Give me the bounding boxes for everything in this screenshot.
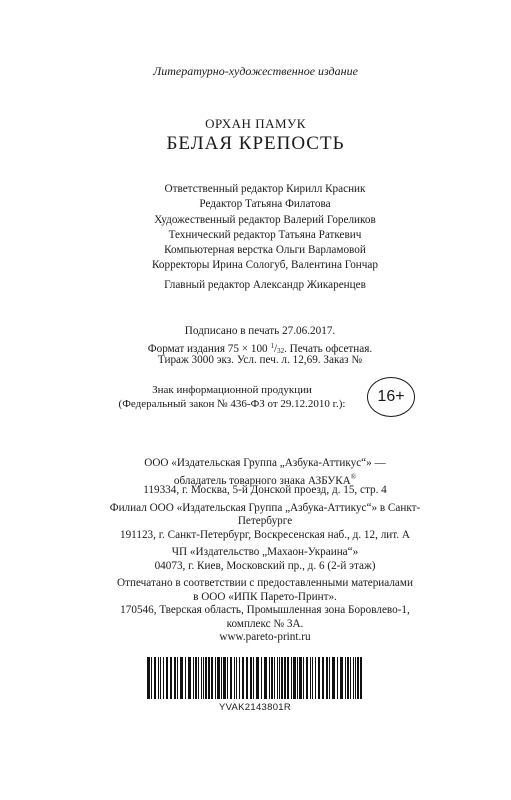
format-denominator: 32 xyxy=(277,346,285,355)
chief-editor-line: Главный редактор Александр Жикаренцев xyxy=(164,278,366,291)
publisher-block xyxy=(95,457,435,645)
credit-line: Корректоры Ирина Сологуб, Валентина Гончар xyxy=(152,259,378,272)
ukraine-publisher: ЧП «Издательство „Махаон-Украина“» xyxy=(171,546,359,558)
barcode-bar xyxy=(355,657,356,699)
barcode-bar xyxy=(198,657,199,699)
barcode-bar xyxy=(250,657,252,699)
barcode-number: YVAK2143801R xyxy=(218,702,292,713)
barcode-bar xyxy=(318,657,320,699)
barcode-bar xyxy=(217,657,220,699)
barcode-bar xyxy=(345,657,346,699)
barcode-bar xyxy=(195,657,197,699)
publisher-line: ООО «Издательская Группа „Азбука-Аттикус“» — xyxy=(144,457,386,469)
barcode-bar xyxy=(357,657,359,699)
barcode-bar xyxy=(281,657,283,699)
credit-line: Художественный редактор Валерий Гореликов xyxy=(154,213,376,226)
barcode-bar xyxy=(177,657,178,699)
publisher-line xyxy=(95,471,435,485)
barcode-bar xyxy=(180,657,183,699)
barcode-bar xyxy=(253,657,254,699)
barcode-bar xyxy=(274,657,275,699)
barcode-bar xyxy=(350,657,351,699)
credit-line: Технический редактор Татьяна Раткевич xyxy=(168,228,362,241)
format-suffix: . Печать офсетная. xyxy=(284,342,373,355)
barcode-bar xyxy=(208,657,210,699)
barcode-bar xyxy=(299,657,302,699)
trademark-text: обладатель товарного знака АЗБУКА xyxy=(173,474,351,487)
barcode-bar xyxy=(329,657,330,699)
barcode-bar xyxy=(337,657,338,699)
age-rating: 16+ xyxy=(377,388,405,405)
book-title: БЕЛАЯ КРЕПОСТЬ xyxy=(166,133,345,154)
barcode-bar xyxy=(174,657,176,699)
barcode-bar xyxy=(236,657,237,699)
barcode-bar xyxy=(315,657,316,699)
barcode-bar xyxy=(158,657,159,699)
barcode-bar xyxy=(242,657,244,699)
barcode-bar xyxy=(166,657,168,699)
barcode-bar xyxy=(193,657,194,699)
barcode-bar xyxy=(353,657,354,699)
ukraine-address: 04073, г. Киев, Московский пр., д. 6 (2-й этаж) xyxy=(154,559,376,572)
barcode-bar xyxy=(306,657,308,699)
barcode-bar xyxy=(154,657,156,699)
printer-line: в ООО «ИПК Парето-Принт». xyxy=(193,590,337,603)
barcode-bar xyxy=(332,657,335,699)
branch-line: Филиал ООО «Издательская Группа „Азбука-Аттикус“» в Санкт- xyxy=(109,501,421,514)
credits-block xyxy=(100,182,430,293)
credit-line: Редактор Татьяна Филатова xyxy=(199,198,331,211)
barcode-bar xyxy=(303,657,304,699)
barcode-bar xyxy=(230,657,232,699)
barcode-bar xyxy=(261,657,262,699)
barcode-bar xyxy=(211,657,213,699)
barcode xyxy=(145,657,365,699)
credit-line: Ответственный редактор Кирилл Красник xyxy=(164,183,366,195)
barcode-bar xyxy=(227,657,228,699)
barcode-bar xyxy=(151,657,152,699)
registered-mark: ® xyxy=(350,472,357,481)
signed-date: Подписано в печать 27.06.2017. xyxy=(184,325,336,337)
info-sign-text xyxy=(107,383,357,411)
barcode-bar xyxy=(160,657,161,699)
barcode-bar xyxy=(271,657,273,699)
genre-line: Литературно-художественное издание xyxy=(153,64,358,78)
barcode-bar xyxy=(297,657,298,699)
publisher-address: 119334, г. Москва, 5-й Донской проезд, д. 15, стр. 4 xyxy=(143,484,387,496)
printer-address: 170546, Тверская область, Промышленная зона Боровлево-1, xyxy=(120,604,410,616)
printer-website: www.pareto-print.ru xyxy=(219,631,311,643)
info-sign-law: (Федеральный закон № 436-ФЗ от 29.12.2010 г.): xyxy=(118,398,346,410)
barcode-bar xyxy=(256,657,259,699)
barcode-bar xyxy=(223,657,226,699)
barcode-bar xyxy=(326,657,328,699)
age-rating-badge xyxy=(367,377,415,417)
barcode-bar xyxy=(185,657,186,699)
author-name: ОРХАН ПАМУК xyxy=(205,116,306,131)
barcode-bar xyxy=(293,657,296,699)
barcode-bar xyxy=(188,657,191,699)
barcode-bar xyxy=(147,657,150,699)
printer-address: комплекс № 3А. xyxy=(226,617,304,630)
barcode-bar xyxy=(215,657,216,699)
barcode-bar xyxy=(312,657,313,699)
barcode-bar xyxy=(221,657,222,699)
barcode-bar xyxy=(360,657,362,699)
barcode-bar xyxy=(269,657,270,699)
barcode-bar xyxy=(284,657,286,699)
barcode-bar xyxy=(246,657,248,699)
branch-line: Петербурге xyxy=(237,515,293,527)
barcode-bar xyxy=(279,657,280,699)
barcode-bar xyxy=(310,657,311,699)
barcode-bar xyxy=(203,657,204,699)
print-details xyxy=(80,324,440,368)
barcode-bar xyxy=(170,657,172,699)
barcode-bar xyxy=(234,657,235,699)
barcode-bar xyxy=(347,657,349,699)
barcode-bar xyxy=(340,657,343,699)
barcode-bar xyxy=(201,657,202,699)
barcode-bar xyxy=(277,657,278,699)
barcode-bar xyxy=(291,657,292,699)
barcode-bar xyxy=(287,657,289,699)
barcode-bar xyxy=(239,657,240,699)
format-line: Формат издания 75 × 100 $^1/_{32}$. Печать офсетная. xyxy=(147,341,373,355)
format-prefix: Формат издания 75 × 100 xyxy=(147,342,271,355)
printer-line: Отпечатано в соответствии с предоставленными материалами xyxy=(117,577,413,589)
barcode-bar xyxy=(322,657,324,699)
credit-line: Компьютерная верстка Ольги Варламовой xyxy=(164,244,366,257)
barcode-bar xyxy=(264,657,267,699)
info-sign-line: Знак информационной продукции xyxy=(152,384,312,396)
format-numerator: 1 xyxy=(270,341,274,350)
barcode-bar xyxy=(163,657,164,699)
branch-address: 191123, г. Санкт-Петербург, Воскресенская наб., д. 12, лит. А xyxy=(119,528,410,541)
barcode-bar xyxy=(205,657,207,699)
run-line: Тираж 3000 экз. Усл. печ. л. 12,69. Заказ № xyxy=(157,354,363,366)
